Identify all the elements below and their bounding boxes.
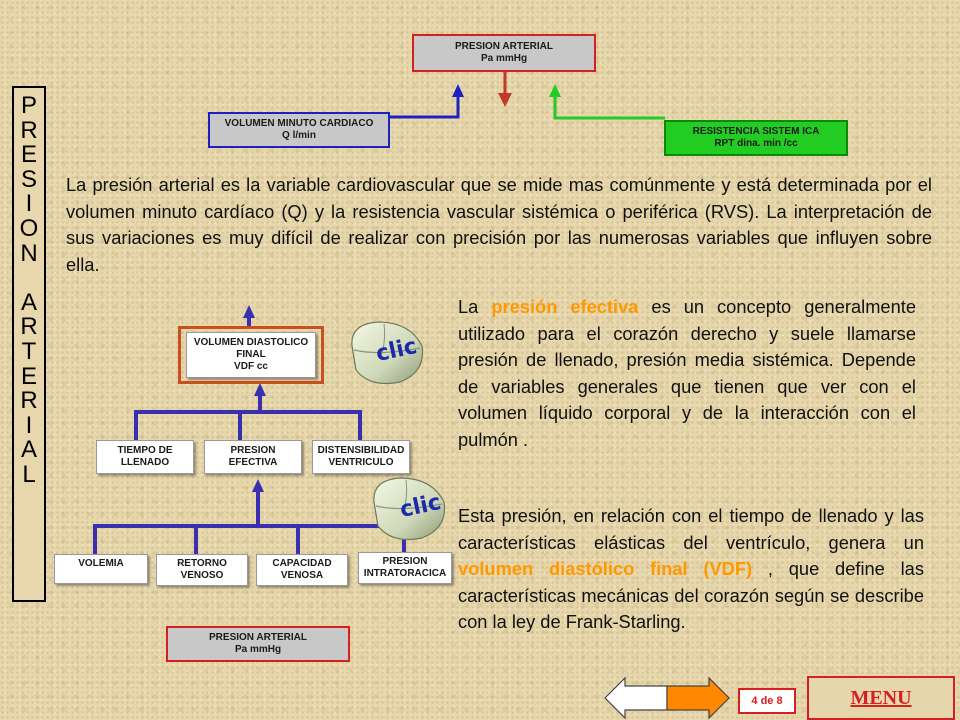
para-text: es un concepto generalmente utilizado para el corazón derecho y suele llamarse presión de llenado, presión media sistémica. Depende de variables generales que tienen que ver con el volumen líquido corporal y de la interacción con el pulmón . [458,296,917,450]
title-letter: R [20,313,38,341]
box-line: INTRATORACICA [363,568,447,579]
box-line: PRESION [382,556,428,567]
page-indicator: 4 de 8 [738,688,796,714]
box-line: DISTENSIBILIDAD [317,445,405,456]
box-line: PRESION [230,445,276,456]
blue-connector [388,96,458,117]
green-connector [555,96,665,118]
title-letter: P [20,92,37,119]
title-letter: A [20,288,37,316]
forward-arrow-button[interactable] [667,678,729,718]
volumen-minuto-box [208,112,390,148]
back-arrow-button[interactable] [605,678,667,718]
box-line: VENOSA [280,570,324,581]
vdf-up-arrowhead [243,305,255,318]
box-line: RPT dina. min /cc [714,138,798,149]
box-line: EFECTIVA [228,457,278,468]
box-line: VOLUMEN MINUTO CARDIACO [224,118,374,129]
box-line: RESISTENCIA SISTEM ICA [692,126,820,137]
tiempo-llenado-box [96,440,194,474]
highlight-presion-efectiva: presión efectiva [491,296,639,317]
presion-arterial-box-top [412,34,596,72]
title-letter: R [20,387,38,415]
para-text: Esta presión, en relación con el tiempo de llenado y las características elásticas del ventrículo, genera un [458,505,924,553]
paragraph-presion-efectiva [458,294,916,453]
title-letter: E [20,141,37,169]
box-line: VENOSO [180,570,224,581]
presion-efectiva-box [204,440,302,474]
box-line: PRESION ARTERIAL [209,632,307,643]
title-letter: E [20,362,37,390]
box-line: VENTRICULO [328,457,394,468]
presion-intratoracica-box [358,552,452,584]
distensibilidad-box [312,440,410,474]
title-letter: S [20,165,37,193]
blue-arrowhead [452,84,464,97]
box-line: Pa mmHg [480,53,528,64]
box-line: VOLUMEN DIASTOLICO [193,337,309,348]
title-letter [26,266,33,291]
box-line: CAPACIDAD [272,558,332,569]
vdf-box [186,332,316,378]
clic-button-1[interactable] [344,316,428,386]
low-up-arrowhead [252,479,264,492]
para-text: La [458,296,492,317]
title-letter: I [25,190,33,218]
title-letter: O [19,214,39,242]
red-arrowhead [498,93,512,107]
clic-label: clic [373,333,420,368]
box-line: RETORNO [177,558,227,569]
para-text: , que define las características mecánicas del corazón según se describe con la ley de Frank-Starling. [458,558,924,632]
mid-up-arrowhead [254,383,266,396]
box-line: LLENADO [120,457,170,468]
box-line: Q l/min [282,130,316,141]
retorno-venoso-box [156,554,248,586]
box-line: Pa mmHg [234,644,282,655]
clic-label: clic [397,489,444,524]
intro-paragraph: La presión arterial es la variable cardiovascular que se mide mas comúnmente y está determinada por el volumen minuto cardíaco (Q) y la resistencia vascular sistémica o periférica (RVS). La interpretación de sus variaciones es muy difícil de realizar con precisión por las numerosas variables que influyen sobre ella. [66,174,932,275]
menu-button[interactable]: MENU [807,676,955,720]
title-letter: N [20,239,38,267]
volemia-box [54,554,148,584]
title-letter: R [20,116,38,144]
clic-button-2[interactable] [366,472,450,542]
green-arrowhead [549,84,561,97]
title-letter: T [21,337,37,365]
nav-arrows [603,676,733,720]
capacidad-venosa-box [256,554,348,586]
box-line: TIEMPO DE [117,445,173,456]
highlight-vdf: volumen diastólico final (VDF) [458,558,753,579]
title-letter: I [25,411,33,439]
box-line: VOLEMIA [78,558,124,569]
paragraph-vdf [458,503,924,636]
presion-arterial-box-bottom [166,626,350,662]
box-line: FINAL [236,349,266,360]
box-line: PRESION ARTERIAL [455,41,553,52]
title-letter: A [20,436,37,464]
resistencia-box [664,120,848,156]
box-line: VDF cc [234,361,268,372]
title-letter: L [22,460,36,488]
